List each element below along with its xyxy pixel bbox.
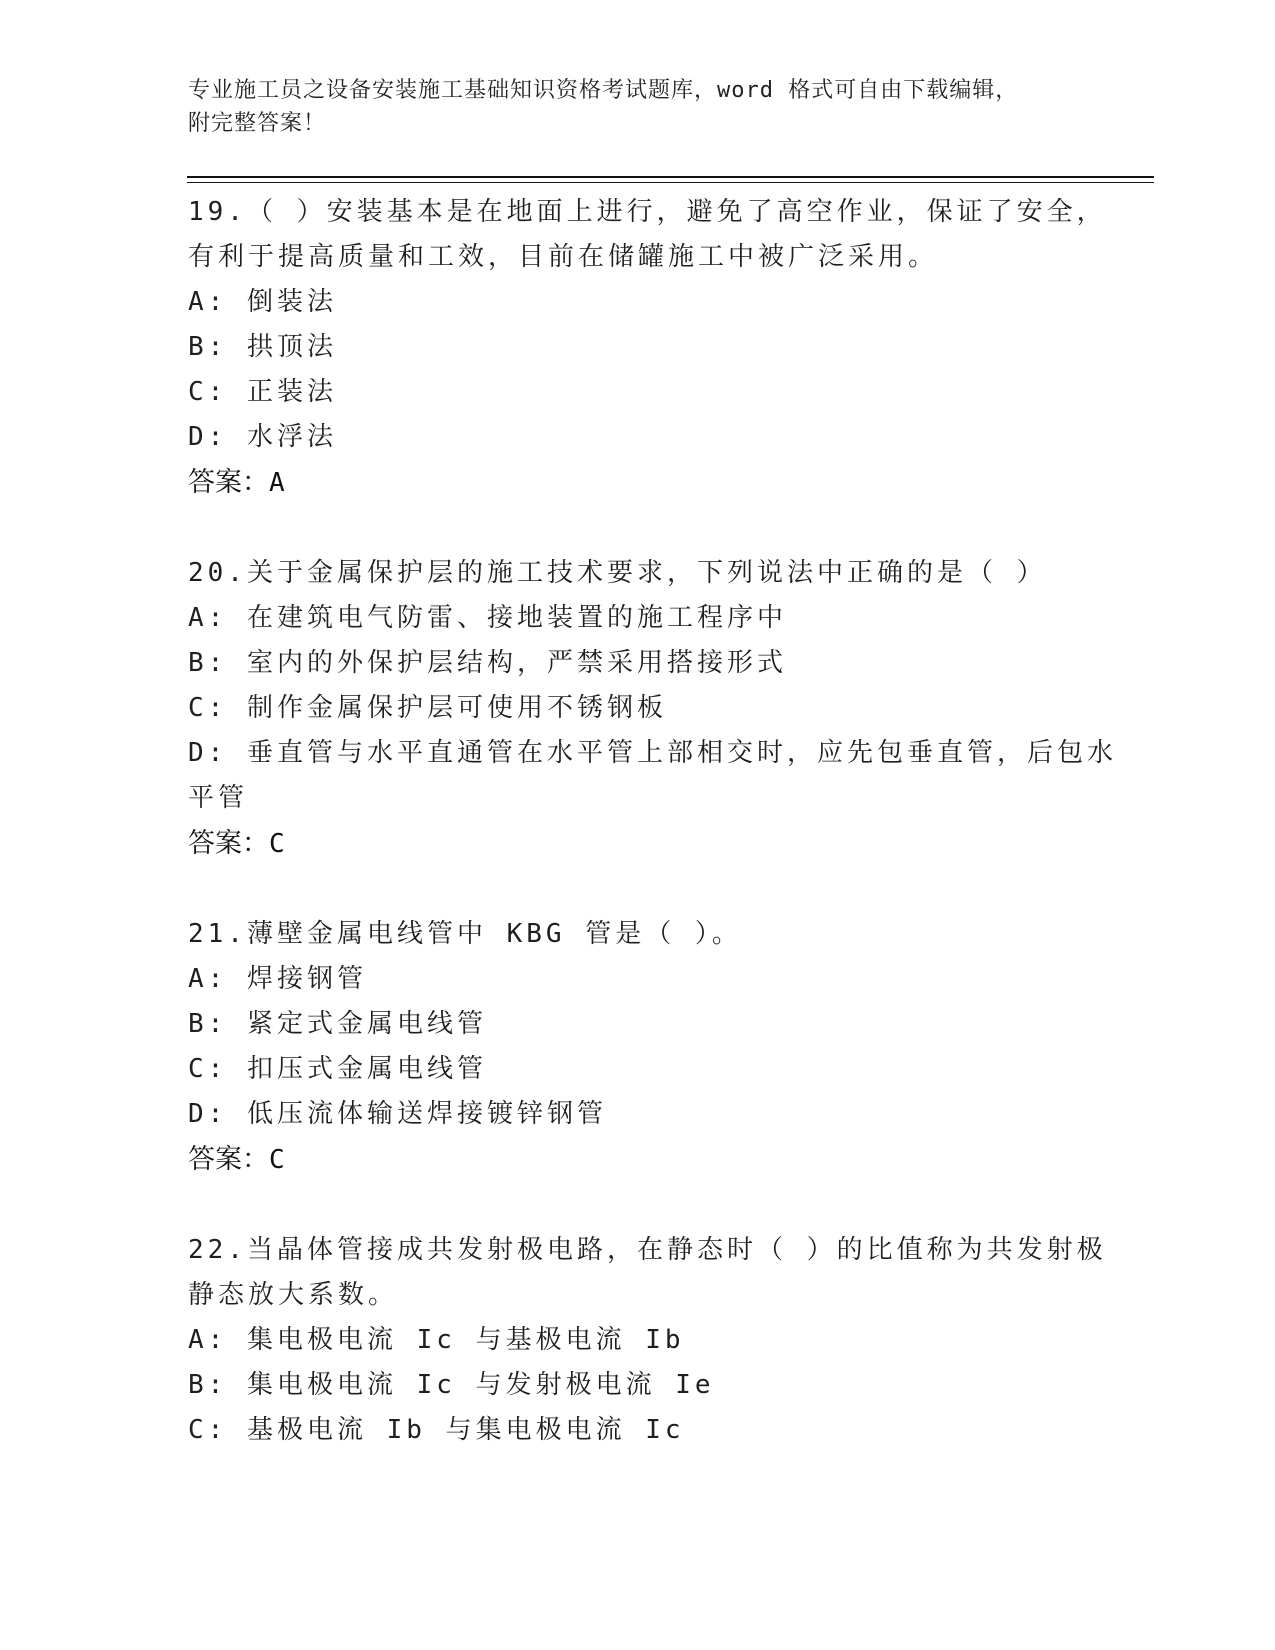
question-stem-line: 22.当晶体管接成共发射极电路，在静态时（ ）的比值称为共发射极: [188, 1235, 1107, 1265]
option-a: A: 集电极电流 Ic 与基极电流 Ib: [188, 1325, 685, 1355]
option-a: A: 在建筑电气防雷、接地装置的施工程序中: [188, 603, 787, 633]
answer-label: 答案：: [188, 828, 269, 859]
answer-value: C: [269, 1145, 285, 1175]
question-stem-line: 20.关于金属保护层的施工技术要求，下列说法中正确的是（ ）: [188, 558, 1047, 588]
answer-line: [188, 1137, 1088, 1182]
header-line-1: 专业施工员之设备安装施工基础知识资格考试题库，word 格式可自由下载编辑，: [188, 78, 1019, 103]
option-c: C: 扣压式金属电线管: [188, 1054, 487, 1084]
question-stem-line: 静态放大系数。: [188, 1280, 399, 1310]
answer-line: [188, 460, 1088, 505]
option-a: A: 焊接钢管: [188, 964, 367, 994]
answer-label: 答案：: [188, 467, 269, 498]
question-20: [188, 551, 1117, 866]
option-a: A: 倒装法: [188, 287, 337, 317]
answer-line: [188, 821, 1088, 866]
answer-value: A: [269, 468, 285, 498]
option-c: C: 制作金属保护层可使用不锈钢板: [188, 693, 667, 723]
question-stem-line: 21.薄壁金属电线管中 KBG 管是（ ）。: [188, 919, 742, 949]
option-d: D: 低压流体输送焊接镀锌钢管: [188, 1099, 607, 1129]
question-22: [188, 1228, 1107, 1453]
option-d: D: 垂直管与水平直通管在水平管上部相交时，应先包垂直管，后包水: [188, 738, 1117, 768]
answer-value: C: [269, 829, 285, 859]
question-list: [188, 190, 1117, 1499]
option-b: B: 集电极电流 Ic 与发射极电流 Ie: [188, 1370, 715, 1400]
option-d: D: 水浮法: [188, 422, 337, 452]
option-c: C: 正装法: [188, 377, 337, 407]
option-b: B: 紧定式金属电线管: [188, 1009, 487, 1039]
option-c: C: 基极电流 Ib 与集电极电流 Ic: [188, 1415, 685, 1445]
option-b: B: 室内的外保护层结构，严禁采用搭接形式: [188, 648, 787, 678]
option-d-continued: 平管: [188, 783, 249, 813]
question-stem-line: 有利于提高质量和工效，目前在储罐施工中被广泛采用。: [188, 242, 939, 272]
question-stem-line: 19.（ ）安装基本是在地面上进行，避免了高空作业，保证了安全，: [188, 197, 1107, 227]
question-19: [188, 190, 1107, 505]
header-line-2: 附完整答案！: [188, 111, 327, 136]
answer-label: 答案：: [188, 1144, 269, 1175]
question-21: [188, 912, 1088, 1182]
header-divider-thick: [187, 176, 1154, 178]
option-b: B: 拱顶法: [188, 332, 337, 362]
document-header: [188, 74, 1088, 140]
header-divider-thin: [187, 182, 1154, 183]
